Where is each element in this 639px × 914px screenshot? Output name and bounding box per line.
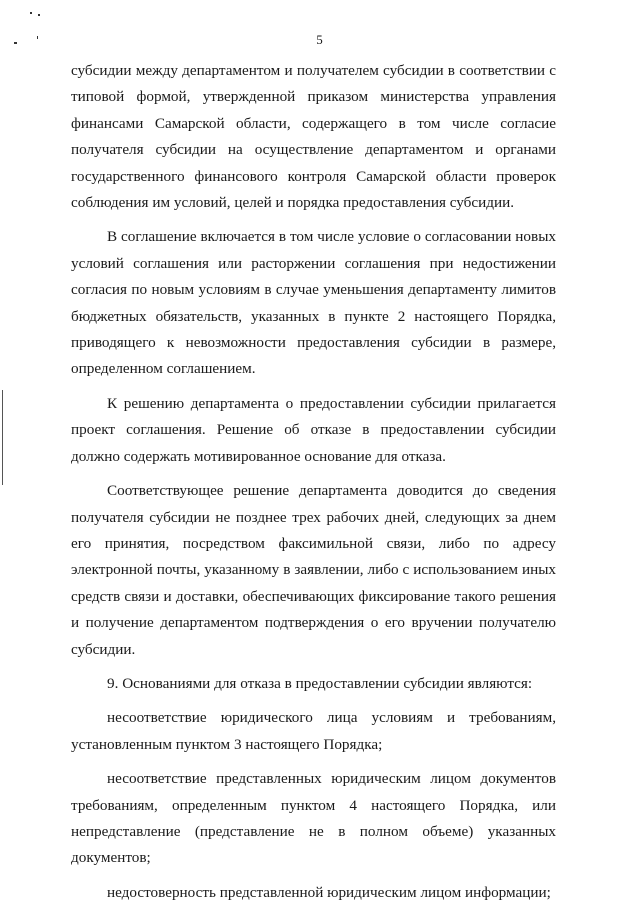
page-number: 5	[316, 32, 323, 47]
paragraph: Соответствующее решение департамента доводится до сведения получателя субсидии не позднее трех рабочих дней, следующих за днем его принятия, посредством факсимильной связи, либо по адресу электронной почты, указанному в заявлении, либо с использованием иных средств связи и доставки, обеспечивающих фиксирование такого решения и получение департаментом подтверждения о его вручении получателю субсидии.	[71, 482, 556, 658]
paragraph: недостоверность представленной юридическим лицом информации;	[107, 883, 551, 901]
paragraph: несоответствие представленных юридическим лицом документов требованиям, определенным пунктом 4 настоящего Порядка, или непредставление (представление не в полном объеме) указанных документов;	[71, 770, 556, 867]
scan-artifact	[2, 390, 3, 485]
page-body	[71, 58, 556, 914]
paragraph: 9. Основаниями для отказа в предоставлении субсидии являются:	[107, 674, 533, 692]
scan-artifact	[30, 12, 32, 14]
paragraph: несоответствие юридического лица условиям и требованиям, установленным пунктом 3 настоящего Порядка;	[71, 709, 556, 753]
scan-artifact	[38, 14, 40, 16]
paragraph: субсидии между департаментом и получателем субсидии в соответствии с типовой формой, утвержденной приказом министерства управления финансами Самарской области, содержащего в том числе согласие получателя субсидии на осуществление департаментом и органами государственного финансового контроля Самарской области проверок соблюдения им условий, целей и порядка предоставления субсидии.	[71, 62, 556, 212]
paragraph: В соглашение включается в том числе условие о согласовании новых условий соглашения или расторжении соглашения при недостижении согласия по новым условиям в случае уменьшения департаменту лимитов бюджетных обязательств, указанных в пункте 2 настоящего Порядка, приводящего к невозможности предоставления субсидии в размере, определенном соглашением.	[71, 228, 556, 378]
paragraph: К решению департамента о предоставлении субсидии прилагается проект соглашения. Решение об отказе в предоставлении субсидии должно содержать мотивированное основание для отказа.	[71, 394, 556, 465]
